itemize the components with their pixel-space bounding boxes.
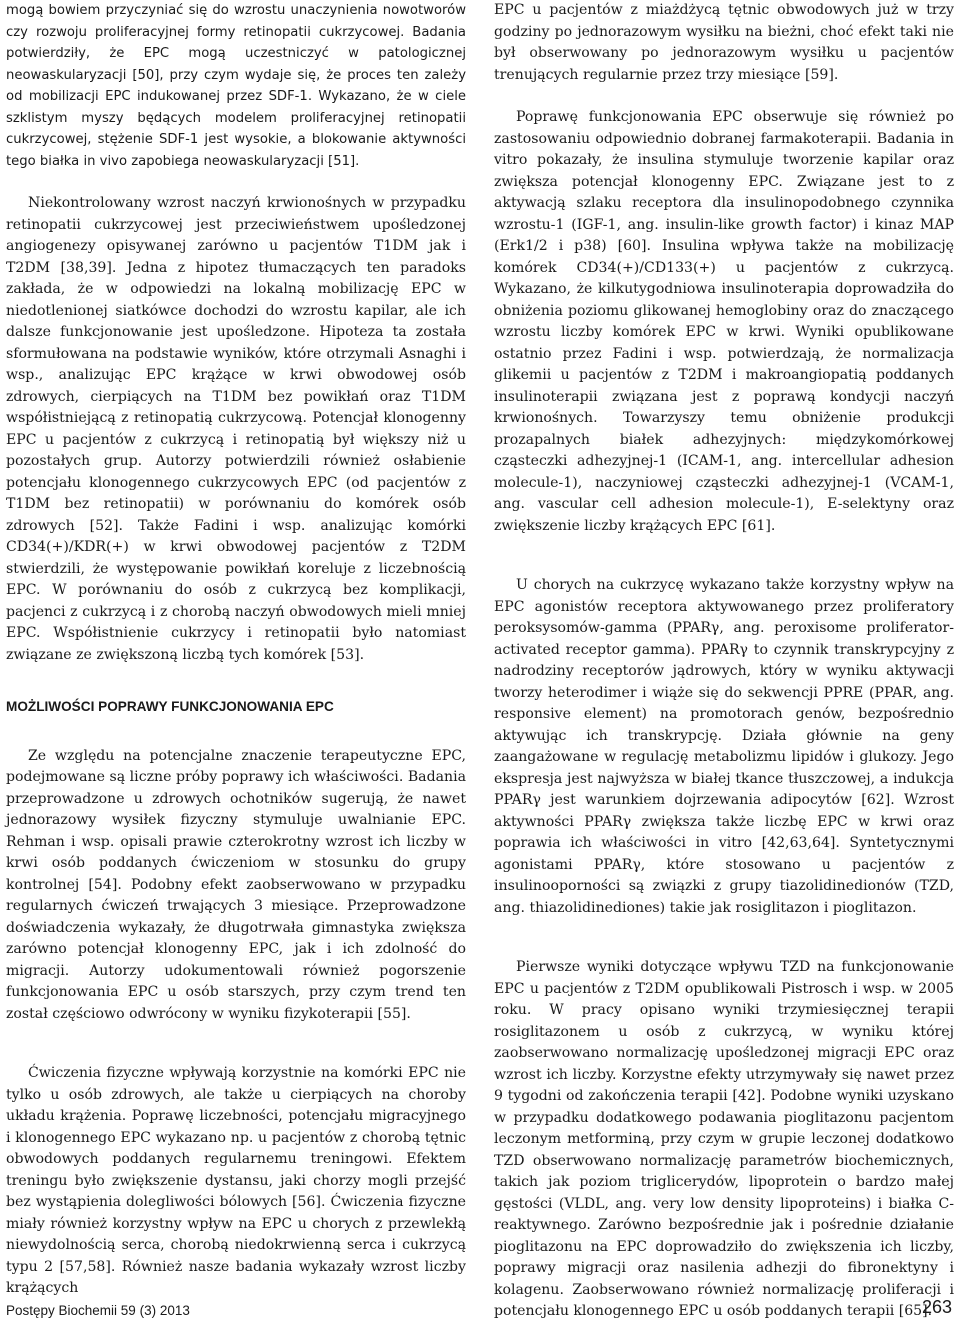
page-footer bbox=[6, 1297, 952, 1318]
section-heading: MOŻLIWOŚCI POPRAWY FUNKCJONOWANIA EPC bbox=[6, 699, 334, 714]
right-column bbox=[494, 0, 954, 1323]
paragraph-l3: Ze względu na potencjalne znaczenie terapeutyczne EPC, podejmowane są liczne próby poprawy ich właściwości. Badania przeprowadzone u zdrowych ochotników sugerują, że nawet jednorazowy wysiłek fizyczny stymuluje uwalnianie EPC. Rehman i wsp. opisali prawie czterokrotny wzrost ich liczby w krwi osób poddanych ćwiczeniom w stosunku do grupy kontrolnej [54]. Podobny efekt zaobserwowano w przypadku regularnych ćwiczeń trwających 3 miesiące. Przeprowadzone doświadczenia wykazały, że długotrwała gimnastyka zwiększa zarówno potencjał klonogenny EPC, jak i ich zdolność do migracji. Autorzy udokumentowali również pogorszenie funkcjonowania EPC u osób starszych, przy czym trend ten został częściowo odwrócony w wyniku fizykoterapii [55]. bbox=[6, 747, 466, 1022]
paragraph-l4: Ćwiczenia fizyczne wpływają korzystnie na komórki EPC nie tylko u osób zdrowych, ale także u cierpiących na choroby układu krążenia. Poprawę liczebności, potencjału migracyjnego i klonogennego EPC wykazano np. u pacjentów z chorobą tętnic obwodowych poddanych regularnemu treningowi. Efektem treningu było zwiększenie dystansu, jaki chorzy mogli przejść bez wystąpienia dolegliwości bólowych [56]. Ćwiczenia fizyczne miały również korzystny wpływ na EPC u chorych z przewlekłą niewydolnością serca, chorobą niedokrwienną serca i cukrzycą typu 2 [57,58]. Również nasze badania wykazały wzrost liczby krążących bbox=[6, 1065, 466, 1296]
journal-citation: Postępy Biochemii 59 (3) 2013 bbox=[6, 1303, 190, 1318]
two-column-body bbox=[6, 0, 954, 1323]
paragraph-r3: U chorych na cukrzycę wykazano także korzystny wpływ na EPC agonistów receptora aktywowanego przez proliferatory peroksysomów-gamma (PPARγ, ang. peroxisome proliferator-activated receptor gamma). PPARγ to czynnik transkrypcyjny z nadrodziny receptorów jądrowych, który w wyniku aktywacji tworzy heterodimer i wiąże się do sekwencji PPRE (PPAR, ang. responsive element) na promotorach genów, bezpośrednio aktywując ich transkrypcję. Działa głównie na geny zaangażowane w regulację metabolizmu lipidów i glukozy. Jego ekspresja jest najwyższa w białej tkance tłuszczowej, a indukcja PPARγ jest warunkiem dojrzewania adipocytów [62]. Wzrost aktywności PPARγ zwiększa także liczbę EPC w krwi oraz poprawia ich właściwości in vitro [42,63,64]. Syntetycznymi agonistami PPARγ, które stosowano u pacjentów z insulinooporności są związki z grupy tiazolidinedionów (TZD, ang. thiazolidinediones) takie jak rosiglitazon i pioglitazon. bbox=[494, 577, 954, 916]
paragraph-l2: Niekontrolowany wzrost naczyń krwionośnych w przypadku retinopatii cukrzycowej jest przeciwieństwem upośledzonej angiogenezy opisywanej zarówno u pacjentów T1DM jak i T2DM [38,39]. Jedna z hipotez tłumaczących ten paradoks zakłada, że w odpowiedzi na lokalną mobilizację EPC w niedotlenionej siatkówce dochodzi do wzrostu kapilar, ale ich dalsze funkcjonowanie jest upośledzone. Hipoteza ta została sformułowana na podstawie wyników, które otrzymali Asnaghi i wsp., analizując EPC krążące w krwi obwodowej osób zdrowych, cierpiących na T1DM bez powikłań oraz T1DM współistniejącą z retinopatią cukrzycową. Potencjał klonogenny EPC u pacjentów z cukrzycą i retinopatią był większy niż u pozostałych grup. Autorzy potwierdzili również osłabienie potencjału klonogennego cukrzycowych EPC (od pacjentów z T1DM bez retinopatii) w porównaniu do komórek osób zdrowych [52]. Także Fadini i wsp. analizując komórki CD34(+)/KDR(+) w krwi obwodowej pacjentów z T2DM stwierdzili, że występowanie powikłań koreluje z liczebnością EPC. W porównaniu do osób z cukrzycą bez komplikacji, pacjenci z cukrzycą i z chorobą naczyń obwodowych mieli mniej EPC. Współistnienie cukrzycy i retinopatii było natomiast związane ze zwiększoną liczbą tych komórek [53]. bbox=[6, 195, 466, 663]
paragraph-l1: mogą bowiem przyczyniać się do wzrostu unaczynienia nowotworów czy rozwoju proliferacyjnej formy retinopatii cukrzycowej. Badania potwierdziły, że EPC mogą uczestniczyć w patologicznej neowaskularyzacji [50], przy czym wydaje się, że proces ten zależy od mobilizacji EPC indukowanej przez SDF-1. Wykazano, że w ciele szklistym myszy będących modelem proliferacyjnej retinopatii cukrzycowej, stężenie SDF-1 jest wysokie, a blokowanie aktywności tego białka in vivo zapobiega neowaskularyzacji [51]. bbox=[6, 3, 466, 169]
paragraph-r1: EPC u pacjentów z miażdżycą tętnic obwodowych już w trzy godziny po jednorazowym wysiłku na bieżni, choć efekt taki nie był obserwowany po jednorazowym wysiłku u pacjentów trenujących regularnie przez trzy miesiące [59]. bbox=[494, 2, 954, 83]
left-column bbox=[6, 0, 466, 1323]
paragraph-r2: Poprawę funkcjonowania EPC obserwuje się również po zastosowaniu odpowiednio dobranej farmakoterapii. Badania in vitro pokazały, że insulina stymuluje tworzenie kapilar oraz zwiększa potencjał klonogenny EPC. Związane jest to z aktywacją szlaku receptora dla insulinopodobnego czynnika wzrostu-1 (IGF-1, ang. insulin-like growth factor) i kinaz MAP (Erk1/2 i p38) [60]. Insulina wpływa także na mobilizację komórek CD34(+)/CD133(+) u pacjentów z cukrzycą. Wykazano, że kilkutygodniowa insulinoterapia doprowadziła do obniżenia poziomu glikowanej hemoglobiny oraz do znaczącego wzrostu liczby komórek EPC w krwi. Wyniki opublikowane ostatnio przez Fadini i wsp. potwierdzają, że normalizacja glikemii u pacjentów z T2DM i makroangiopatią poddanych insulinoterapii związana jest z poprawą kondycji naczyń krwionośnych. Towarzyszy temu obniżenie produkcji prozapalnych białek adhezyjnych: międzykomórkowej cząsteczki adhezyjnej-1 (ICAM-1, ang. intercellular adhesion molecule-1), naczyniowej cząsteczki adhezyjnej-1 (VCAM-1, ang. vascular cell adhesion molecule-1), E-selektyny oraz zwiększenie liczby krążących EPC [61]. bbox=[494, 109, 954, 534]
paragraph-r4: Pierwsze wyniki dotyczące wpływu TZD na funkcjonowanie EPC u pacjentów z T2DM opublikowali Pistrosch i wsp. w 2005 roku. W pracy opisano wyniki trzymiesięcznej terapii rosiglitazonem u osób z cukrzycą, w wyniku której zaobserwowano normalizację upośledzonej migracji EPC oraz wzrost ich liczby. Korzystne efekty utrzymywały się nawet przez 9 tygodni od zakończenia terapii [42]. Podobne wyniki uzyskano w przypadku dodatkowego podawania pioglitazonu pacjentom leczonym metforminą, przy czym w grupie leczonej dodatkowo TZD obserwowano normalizację parametrów biochemicznych, takich jak poziom triglicerydów, lipoprotein o bardzo małej gęstości (VLDL, ang. very low density lipoproteins) i białka C-reaktywnego. Zarówno bezpośrednie jak i pośrednie działanie pioglitazonu na EPC doprowadziło do zwiększenia ich liczby, poprawy migracji oraz nasilenia adhezji do fibronektyny i kolagenu. Zaobserwowano również normalizację proliferacji i potencjału klonogennego EPC u osób poddanych terapii [65]. bbox=[494, 959, 954, 1319]
page-number: 263 bbox=[921, 1297, 952, 1317]
